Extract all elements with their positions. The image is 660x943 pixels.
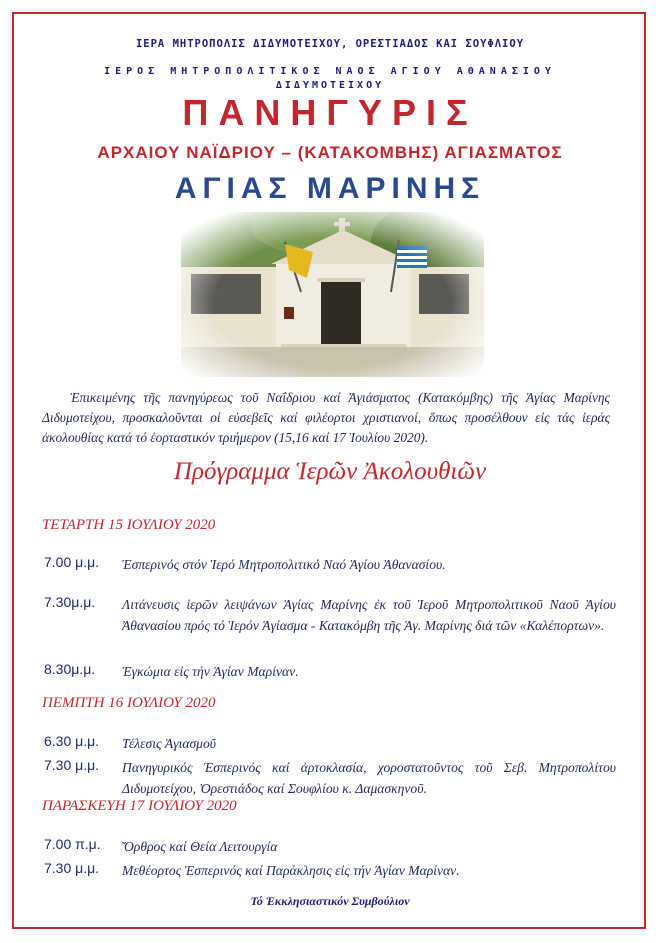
item-time: 8.30μ.μ.: [44, 661, 96, 677]
metropolis-header: ΙΕΡΑ ΜΗΤΡΟΠΟΛΙΣ ΔΙΔΥΜΟΤΕΙΧΟΥ, ΟΡΕΣΤΙΑΔΟΣ ΚΑΙ ΣΟΥΦΛΙΟΥ: [135, 38, 525, 50]
day-heading-friday: ΠΑΡΑΣΚΕΥΗ 17 ΙΟΥΛΙΟΥ 2020: [42, 798, 237, 814]
item-time: 7.30 μ.μ.: [44, 860, 100, 876]
item-description: Ἐγκώμια εἰς τήν Ἁγίαν Μαρίναν.: [122, 664, 299, 679]
footer-signature: Τό Ἐκκλησιαστικόν Συμβούλιον: [250, 894, 410, 908]
saint-name: ΑΓΙΑΣ ΜΑΡΙΝΗΣ: [174, 172, 486, 205]
item-description: Ἑσπερινός στόν Ἱερό Μητροπολιτικό Ναό Ἁγίου Ἀθανασίου.: [122, 557, 446, 572]
feast-subtitle: ΑΡΧΑΙΟΥ ΝΑΪΔΡΙΟΥ – (ΚΑΤΑΚΟΜΒΗΣ) ΑΓΙΑΣΜΑΤΟΣ: [97, 143, 563, 162]
item-description: Ὄρθρος καί Θεία Λειτουργία: [122, 839, 278, 854]
item-time: 7.00 π.μ.: [44, 836, 101, 852]
item-description: Λιτάνευσις ἱερῶν λειψάνων Ἁγίας Μαρίνης ἐκ τοῦ Ἱεροῦ Μητροπολιτικοῦ Ναοῦ Ἁγίου Ἀθανασίου πρός τό Ἱερόν Ἁγίασμα - Κατακόμβη τῆς Ἁγ. Μαρίνης διά τῶν «Καλέπορτων».: [122, 597, 616, 633]
church-header-city: ΔΙΔΥΜΟΤΕΙΧΟΥ: [275, 80, 385, 91]
item-time: 7.30μ.μ.: [44, 594, 96, 610]
day-heading-wednesday: ΤΕΤΑΡΤΗ 15 ΙΟΥΛΙΟΥ 2020: [42, 517, 216, 533]
item-time: 7.30 μ.μ.: [44, 757, 100, 773]
item-time: 6.30 μ.μ.: [44, 733, 100, 749]
church-header: ΙΕΡΟΣ ΜΗΤΡΟΠΟΛΙΤΙΚΟΣ ΝΑΟΣ ΑΓΙΟΥ ΑΘΑΝΑΣΙΟΥ: [104, 66, 556, 77]
item-description: Μεθέορτος Ἑσπερινός καί Παράκλησις εἰς τήν Ἁγίαν Μαρίναν.: [122, 863, 460, 878]
item-description: Πανηγυρικός Ἑσπερινός καί ἀρτοκλασία, χοροστατοῦντος τοῦ Σεβ. Μητροπολίτου Διδυμοτείχου, Ὀρεστιάδος καί Σουφλίου κ. Δαμασκηνοῦ.: [122, 760, 616, 796]
item-description: Τέλεσις Ἁγιασμοῦ: [122, 736, 217, 751]
chapel-photo: [181, 212, 484, 377]
feast-title: ΠΑΝΗΓΥΡΙΣ: [182, 92, 478, 133]
intro-paragraph: Ἐπικειμένης τῆς πανηγύρεως τοῦ Ναΐδριου καί Ἁγιάσματος (Κατακόμβης) τῆς Ἁγίας Μαρίνης Διδυμοτείχου, προσκαλοῦνται οἱ εὐσεβεῖς καί φιλέορτοι χριστιανοί, ὅπως προσέλθουν εἰς τάς ἱεράς ἀκολουθίας κατά τό ἑορταστικόν τριήμερον (15,16 καί 17 Ἰουλίου 2020).: [42, 390, 610, 445]
day-heading-thursday: ΠΕΜΠΤΗ 16 ΙΟΥΛΙΟΥ 2020: [42, 695, 216, 711]
item-time: 7.00 μ.μ.: [44, 554, 100, 570]
program-title: Πρόγραμμα Ἱερῶν Ἀκολουθιῶν: [173, 458, 487, 485]
